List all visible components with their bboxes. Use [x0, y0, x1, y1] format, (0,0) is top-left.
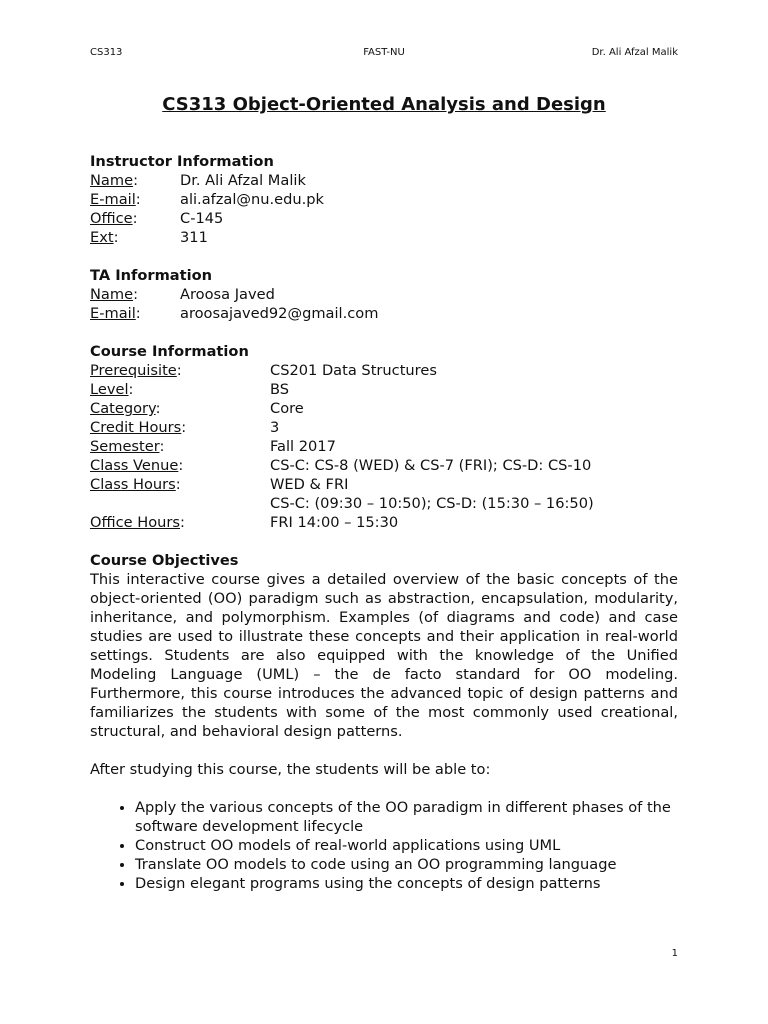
info-row: Class Venue: CS-C: CS-8 (WED) & CS-7 (FRI); CS-D: CS-10	[90, 457, 592, 474]
list-item: • Translate OO models to code using an OO programming language	[135, 855, 678, 874]
info-row: E-mail: aroosajaved92@gmail.com	[90, 305, 379, 322]
info-row: Semester: Fall 2017	[90, 438, 336, 455]
info-row: Ext: 311	[90, 229, 208, 246]
objectives-list	[90, 798, 678, 893]
page-number: 1	[671, 948, 678, 959]
objectives-intro: After studying this course, the students will be able to:	[90, 761, 491, 778]
course-info	[90, 361, 678, 532]
info-row: Name: Aroosa Javed	[90, 286, 275, 303]
info-row: Office: C-145	[90, 210, 224, 227]
info-row: Name: Dr. Ali Afzal Malik	[90, 172, 306, 189]
course-heading: Course Information	[90, 343, 249, 360]
info-row: Office Hours: FRI 14:00 – 15:30	[90, 514, 399, 531]
instructor-heading: Instructor Information	[90, 153, 274, 170]
info-row: Class Hours: WED & FRI	[90, 476, 349, 493]
info-row: Level: BS	[90, 381, 290, 398]
info-row: CS-C: (09:30 – 10:50); CS-D: (15:30 – 16:50)	[270, 495, 594, 512]
ta-heading: TA Information	[90, 267, 213, 284]
info-row: E-mail: ali.afzal@nu.edu.pk	[90, 191, 325, 208]
document-body	[90, 152, 678, 893]
header-author: Dr. Ali Afzal Malik	[591, 47, 678, 58]
list-item: • Construct OO models of real-world applications using UML	[135, 836, 678, 855]
instructor-info	[90, 171, 678, 247]
info-row: Credit Hours: 3	[90, 419, 280, 436]
ta-info	[90, 285, 678, 323]
info-row: Prerequisite: CS201 Data Structures	[90, 362, 437, 379]
list-item: • Design elegant programs using the concepts of design patterns	[135, 874, 678, 893]
document-title: CS313 Object-Oriented Analysis and Design	[162, 94, 606, 115]
header-course-code: CS313	[90, 47, 123, 58]
header-institution: FAST-NU	[363, 47, 405, 58]
objectives-paragraph: This interactive course gives a detailed overview of the basic concepts of the object-oriented (OO) paradigm such as abstraction, encapsulation, modularity, inheritance, and polymorphism. Examples (of diagrams and code) and case studies are used to illustrate these concepts and their application in real-world settings. Students are also equipped with the knowledge of the Unified Modeling Language (UML) – the de facto standard for OO modeling. Furthermore, this course introduces the advanced topic of design patterns and familiarizes the students with some of the most commonly used creational, structural, and behavioral design patterns.	[90, 571, 678, 740]
info-row: Category: Core	[90, 400, 304, 417]
list-item: • Apply the various concepts of the OO paradigm in different phases of the software development lifecycle	[135, 798, 678, 836]
objectives-heading: Course Objectives	[90, 552, 239, 569]
